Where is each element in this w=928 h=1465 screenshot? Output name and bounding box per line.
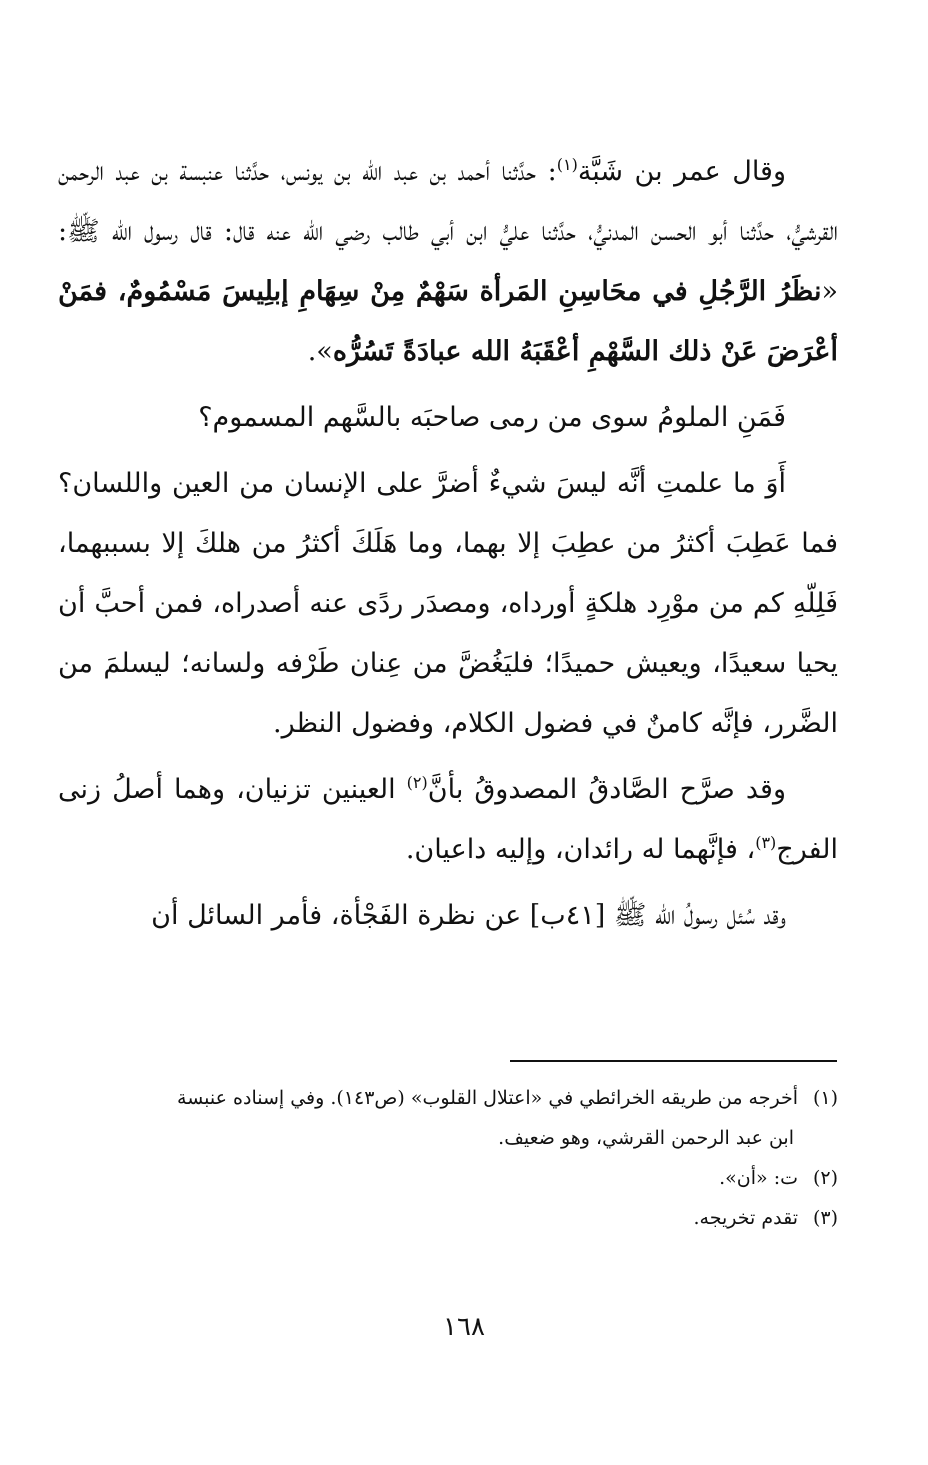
footnote-1 [58, 1078, 838, 1118]
text-run: وقد صرَّح الصَّادقُ المصدوقُ بأنَّ [427, 774, 786, 805]
paragraph-2: فَمَنِ الملومُ سوى من رمى صاحبَه بالسَّهم المسموم؟ [198, 402, 786, 433]
footnote-text: تقدم تخريجه. [693, 1207, 798, 1229]
footnote-divider [510, 1060, 837, 1062]
footnote-text: ت: «أن». [719, 1167, 798, 1189]
paragraph-5: وقد سُئل رسولُ الله ﷺ [٤١ب] عن نظرة الفَجْأة، فأمر السائل أن [151, 900, 786, 931]
text-run: ، فإنَّهما له رائدان، وإليه داعيان. [405, 834, 756, 865]
text-run: : حدَّثنا أحمد بن عبد الله بن يونس، حدَّثنا عنبسة بن عبد الرحمن القرشيُّ، حدَّثنا أبو الحسن المدنيُّ، حدَّثنا عليُّ ابن أبي طالب رضي الله عنه قال: قال رسول الله ﷺ: « [58, 156, 838, 307]
footnote-2 [58, 1158, 838, 1198]
hadith-text: نظَرُ الرَّجُلِ في محَاسِنِ المَرأة سَهْمٌ مِنْ سِهَامِ إبلِيسَ مَسْمُومٌ، فمَنْ أعْرَضَ عَنْ ذلك السَّهْمِ أعْقَبَهُ الله عبادَةً تَسُرُّه [58, 276, 838, 367]
footnote-number: (١) [812, 1087, 838, 1109]
page-number: ١٦٨ [443, 1312, 485, 1342]
footnote-ref-3: (٣) [755, 833, 777, 852]
footnote-3 [58, 1198, 838, 1238]
main-text [58, 142, 838, 952]
footnote-number: (٣) [812, 1207, 838, 1229]
text-run: وقال عمر بن شَبَّة [577, 156, 786, 187]
footnote-ref-2: (٢) [406, 773, 428, 792]
footnotes [58, 1078, 838, 1238]
paragraph-4 [58, 760, 838, 880]
paragraph-1 [58, 142, 838, 382]
footnote-text: أخرجه من طريقه الخرائطي في «اعتلال القلوب» (ص١٤٣). وفي إسناده عنبسة [177, 1087, 798, 1109]
text-run: ». [307, 336, 333, 367]
footnote-ref-1: (١) [556, 155, 578, 174]
text-run: العينين تزنيان، وهما أصلُ زنى الفرج [58, 774, 838, 865]
footnote-number: (٢) [812, 1167, 838, 1189]
paragraph-3: أَوَ ما علمتِ أنَّه ليسَ شيءٌ أضرَّ على الإنسان من العين واللسان؟ فما عَطِبَ أكثرُ من عطِبَ إلا بهما، وما هَلَكَ أكثرُ من هلكَ إلا بسببهما، فَلِلّهِ كم من موْرِد هلكةٍ أورداه، ومصدَر ردًى عنه أصدراه، فمن أحبَّ أن يحيا سعيدًا، ويعيش حميدًا؛ فليَغُضَّ من عِنان طَرْفه ولسانه؛ ليسلمَ من الضَّرر، فإنَّه كامنٌ في فضول الكلام، وفضول النظر. [58, 468, 839, 739]
footnote-1-continuation: ابن عبد الرحمن القرشي، وهو ضعيف. [498, 1127, 794, 1149]
